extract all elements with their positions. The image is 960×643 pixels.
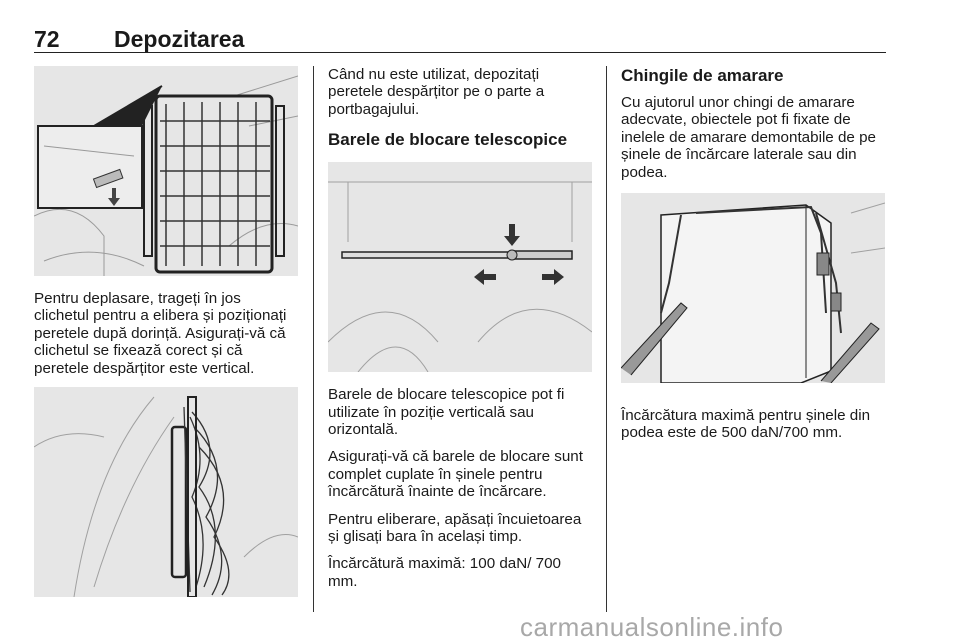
paragraph: Barele de blocare telescopice pot fi utilizate în poziție verticală sau orizontală. [328,386,565,439]
paragraph: Cu ajutorul unor chingi de amarare adecvate, obiectele pot fi fixate de inelele de amarare demontabile de pe șinele de încărcare laterale sau din podea. [621,94,876,181]
page-number: 72 [34,26,60,52]
paragraph: Încărcătură maximă: 100 daN/ 700 mm. [328,555,561,590]
column-2 [328,66,592,600]
column-1 [34,66,298,597]
paragraph: Când nu este utilizat, depozitați peretele despărțitor pe o parte a portbagajului. [328,66,545,118]
paragraph: Încărcătura maximă pentru șinele din podea este de 500 daN/700 mm. [621,407,871,442]
figure-partition-net [34,66,298,276]
figure-lashing-straps [621,193,885,383]
section-heading: Barele de blocare telescopice [328,130,568,150]
paragraph: Pentru deplasare, trageți în jos clichetul pentru a elibera și poziționați peretele după dorință. Asigurați-vă că clichetul se fixează corect și că peretele despărțitor este vertical. [34,290,287,377]
watermark: carmanualsonline.info [520,612,784,642]
paragraph: Asigurați-vă că barele de blocare sunt complet cuplate în șinele pentru încărcătură înainte de încărcare. [328,448,583,501]
column-divider [606,66,607,612]
figure-telescopic-bar [328,162,592,372]
figure-partition-folded [34,387,298,597]
chapter-title: Depozitarea [114,26,245,52]
paragraph: Pentru eliberare, apăsați încuietoarea și glisați bara în același timp. [328,510,582,546]
page-header [34,26,886,53]
section-heading: Chingile de amarare [621,66,784,85]
column-divider [313,66,314,612]
column-3 [621,66,886,452]
